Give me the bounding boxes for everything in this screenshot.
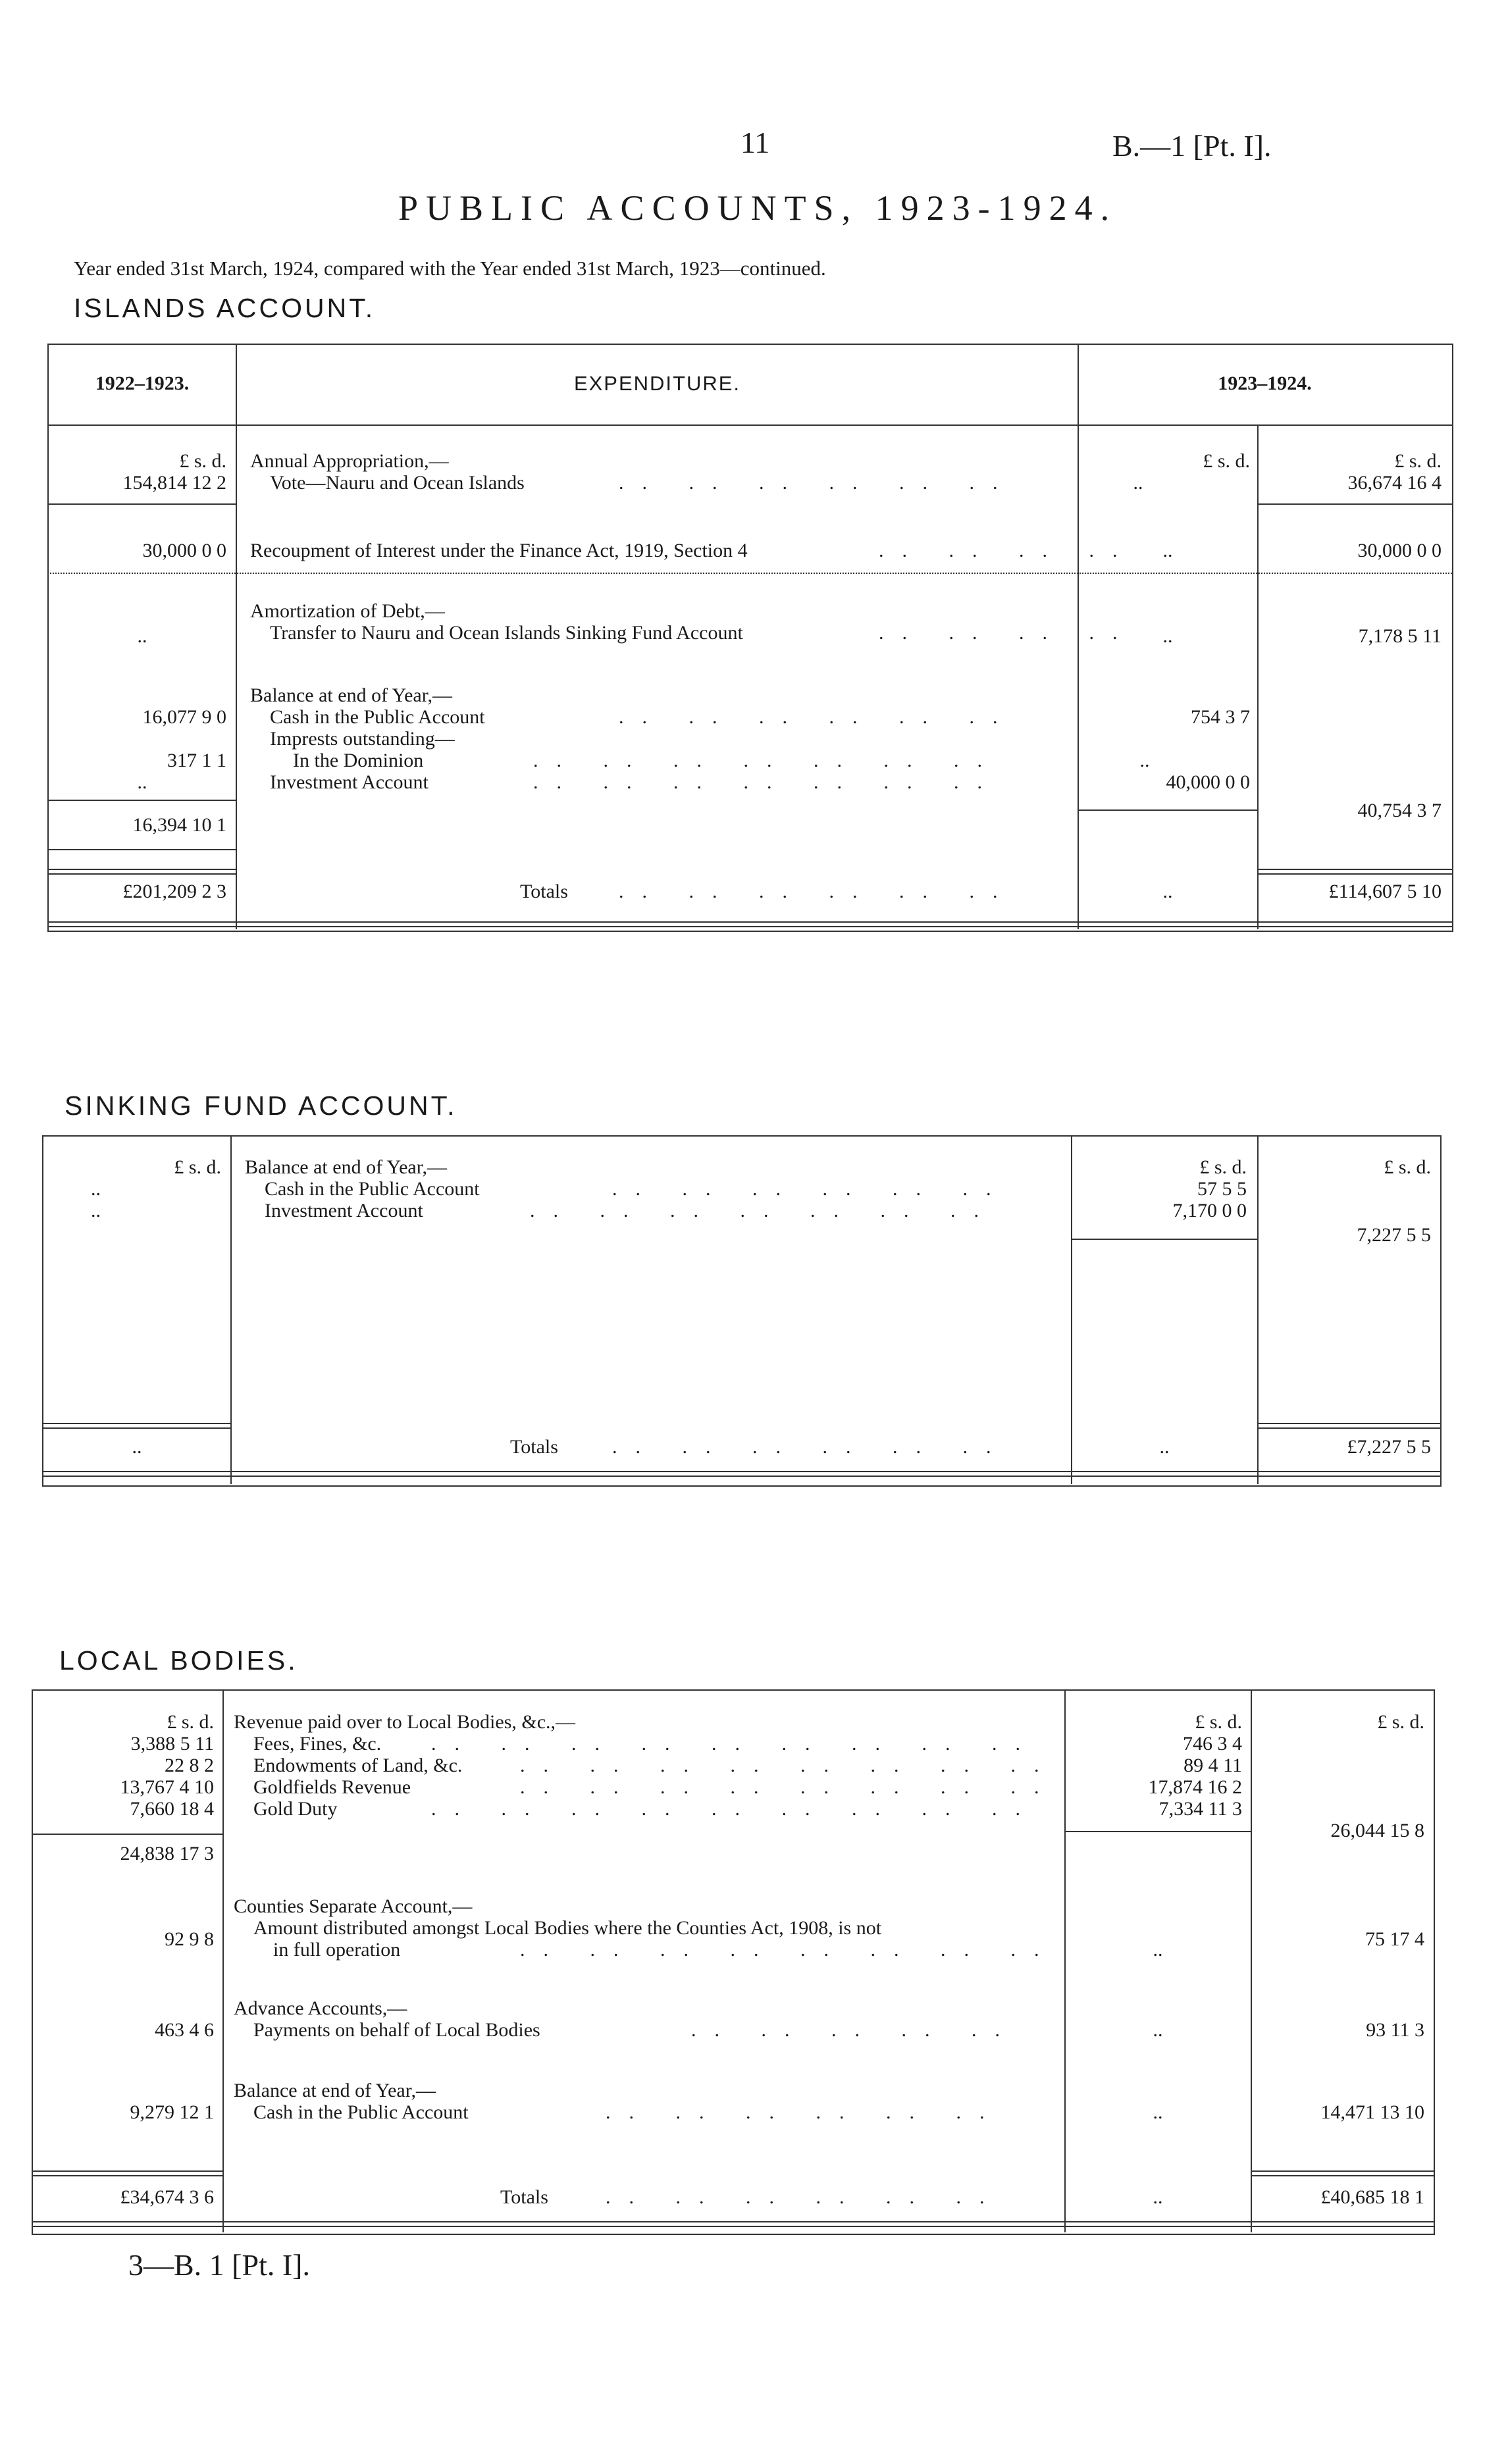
local-rev-prev-fees: 3,388 5 11: [130, 1733, 214, 1755]
leader-dots: .. .. .. .. .. .. ..: [533, 771, 1001, 793]
sinking-totals-curr-r: £7,227 5 5: [1347, 1436, 1431, 1458]
leader-dots: .. .. .. ..: [879, 622, 1136, 644]
islands-r3-curr-r: 7,178 5 11: [1358, 625, 1442, 647]
islands-r1-curr-l: ..: [1133, 472, 1143, 494]
local-counties-curr-r: 75 17 4: [1365, 1928, 1424, 1950]
local-balance-prev: 9,279 12 1: [130, 2101, 214, 2123]
sinking-prev-head: £ s. d.: [174, 1156, 221, 1178]
sinking-curr-cash: 57 5 5: [1197, 1178, 1247, 1200]
local-balance-curr-r: 14,471 13 10: [1320, 2101, 1424, 2123]
local-rev-curr-fees: 746 3 4: [1183, 1733, 1242, 1755]
local-revenue-desc: Revenue paid over to Local Bodies, &c.,—: [234, 1711, 576, 1733]
leader-dots: .. .. .. .. .. .. .. .. ..: [431, 1798, 1039, 1820]
islands-r1-curr-r: 36,674 16 4: [1347, 472, 1442, 494]
leader-dots: .. .. .. .. .. .. .. ..: [520, 1755, 1058, 1776]
sinking-totals-prev: ..: [132, 1436, 142, 1458]
page-reference: B.—1 [Pt. I].: [1112, 129, 1272, 163]
islands-r4-desc-head: Balance at end of Year,—: [250, 684, 453, 706]
islands-r3-desc: Transfer to Nauru and Ocean Islands Sinking Fund Account: [270, 622, 743, 644]
local-advances-desc-head: Advance Accounts,—: [234, 1997, 407, 2019]
leader-dots: .. .. .. .. .. ..: [619, 472, 1016, 494]
sinking-prev-cash: ..: [91, 1178, 101, 1200]
islands-head-expenditure: EXPENDITURE.: [573, 372, 741, 395]
local-counties-desc-head: Counties Separate Account,—: [234, 1895, 473, 1917]
local-prev-head: £ s. d.: [167, 1711, 214, 1733]
local-balance-curr-l: ..: [1153, 2101, 1163, 2123]
local-curr-r-head: £ s. d.: [1377, 1711, 1424, 1733]
islands-r4-desc-imprests: Imprests outstanding—: [270, 728, 455, 750]
local-rev-prev-golddutiy: 7,660 18 4: [130, 1798, 214, 1820]
islands-totals-prev: £201,209 2 3: [122, 881, 226, 902]
sinking-totals-curr-l: ..: [1159, 1436, 1170, 1458]
local-rev-desc-fees: Fees, Fines, &c.: [253, 1733, 382, 1755]
local-rev-curr-goldduty: 7,334 11 3: [1158, 1798, 1242, 1820]
local-rev-desc-endowments: Endowments of Land, &c.: [253, 1755, 463, 1776]
local-rev-prev-endowments: 22 8 2: [165, 1755, 214, 1776]
islands-curr-l-head: £ s. d.: [1203, 450, 1250, 472]
leader-dots: .. .. .. .. .. .. .. ..: [520, 1776, 1058, 1798]
local-balance-desc: Cash in the Public Account: [253, 2101, 469, 2123]
islands-r4-desc-dominion: In the Dominion: [293, 750, 424, 771]
islands-r2-curr-r: 30,000 0 0: [1357, 540, 1442, 561]
sinking-curr-investment: 7,170 0 0: [1172, 1200, 1247, 1221]
local-rev-desc-goldfields: Goldfields Revenue: [253, 1776, 411, 1798]
local-rev-prev-goldfields: 13,767 4 10: [120, 1776, 214, 1798]
sinking-curr-l-head: £ s. d.: [1199, 1156, 1247, 1178]
local-totals-curr-r: £40,685 18 1: [1320, 2186, 1424, 2208]
islands-r4-curr-dominion: ..: [1139, 750, 1150, 771]
local-counties-prev: 92 9 8: [165, 1928, 214, 1950]
leader-dots: .. .. .. .. .. .. ..: [533, 750, 1001, 771]
local-advances-curr-r: 93 11 3: [1366, 2019, 1424, 2041]
local-rev-desc-goldduty: Gold Duty: [253, 1798, 338, 1820]
leader-dots: .. .. .. .. .. ..: [619, 706, 1016, 728]
sinking-desc-cash: Cash in the Public Account: [265, 1178, 480, 1200]
page-footer: 3—B. 1 [Pt. I].: [128, 2248, 310, 2282]
local-totals-prev: £34,674 3 6: [120, 2186, 214, 2208]
leader-dots: .. .. .. .. .. ..: [612, 1436, 1010, 1458]
sinking-fund-title: SINKING FUND ACCOUNT.: [65, 1091, 457, 1121]
local-advances-curr-l: ..: [1153, 2019, 1163, 2041]
leader-dots: .. .. .. .. .. ..: [612, 1178, 1010, 1200]
islands-r2-desc: Recoupment of Interest under the Finance Act, 1919, Section 4: [250, 540, 748, 561]
sinking-totals-label: Totals: [510, 1436, 558, 1458]
local-rev-curr-endowments: 89 4 11: [1183, 1755, 1242, 1776]
islands-r2-prev: 30,000 0 0: [142, 540, 226, 561]
sinking-desc-head: Balance at end of Year,—: [245, 1156, 448, 1178]
islands-totals-curr-l: ..: [1162, 881, 1173, 902]
local-counties-desc-cont: in full operation: [273, 1939, 401, 1961]
local-totals-label: Totals: [500, 2186, 548, 2208]
islands-r4-desc-investment: Investment Account: [270, 771, 429, 793]
islands-curr-r-head: £ s. d.: [1394, 450, 1442, 472]
islands-r4-curr-investment: 40,000 0 0: [1166, 771, 1250, 793]
local-counties-curr-l: ..: [1153, 1939, 1163, 1961]
islands-r1-prev: 154,814 12 2: [122, 472, 226, 494]
local-totals-curr-l: ..: [1153, 2186, 1163, 2208]
sinking-prev-investment: ..: [91, 1200, 101, 1221]
local-balance-desc-head: Balance at end of Year,—: [234, 2080, 436, 2101]
local-advances-prev: 463 4 6: [155, 2019, 214, 2041]
islands-r3-prev: ..: [137, 625, 147, 647]
leader-dots: .. .. .. .. .. ..: [619, 881, 1016, 902]
leader-dots: .. .. .. .. ..: [691, 2019, 1018, 2041]
leader-dots: .. .. .. .. .. .. .. ..: [520, 1939, 1058, 1961]
sinking-curr-r-head: £ s. d.: [1384, 1156, 1431, 1178]
page-subtitle: Year ended 31st March, 1924, compared with the Year ended 31st March, 1923—continued.: [74, 257, 826, 280]
islands-r1-desc-head: Annual Appropriation,—: [250, 450, 449, 472]
local-rev-curr-total: 26,044 15 8: [1330, 1820, 1424, 1841]
islands-r3-curr-l: ..: [1162, 625, 1173, 647]
local-rev-curr-goldfields: 17,874 16 2: [1148, 1776, 1242, 1798]
islands-r1-desc: Vote—Nauru and Ocean Islands: [270, 472, 525, 494]
islands-r4-desc-cash: Cash in the Public Account: [270, 706, 485, 728]
local-advances-desc: Payments on behalf of Local Bodies: [253, 2019, 540, 2041]
islands-totals-label: Totals: [520, 881, 568, 902]
islands-r4-curr-cash: 754 3 7: [1191, 706, 1250, 728]
islands-r3-desc-head: Amortization of Debt,—: [250, 600, 445, 622]
leader-dots: .. .. .. ..: [879, 540, 1136, 561]
local-rev-prev-total: 24,838 17 3: [120, 1843, 214, 1864]
islands-totals-curr-r: £114,607 5 10: [1328, 881, 1442, 902]
islands-r4-prev-total: 16,394 10 1: [132, 814, 226, 836]
islands-r2-curr-l: ..: [1162, 540, 1173, 561]
sinking-curr-total: 7,227 5 5: [1357, 1224, 1431, 1246]
leader-dots: .. .. .. .. .. .. .. .. ..: [431, 1733, 1039, 1755]
islands-r4-prev-cash: 16,077 9 0: [142, 706, 226, 728]
islands-r4-prev-investment: ..: [137, 771, 147, 793]
leader-dots: .. .. .. .. .. .. ..: [530, 1200, 997, 1221]
leader-dots: .. .. .. .. .. ..: [606, 2101, 1003, 2123]
islands-r4-prev-dominion: 317 1 1: [167, 750, 226, 771]
islands-head-curr-year: 1923–1924.: [1218, 372, 1312, 394]
islands-r4-curr-total: 40,754 3 7: [1357, 800, 1442, 821]
page-title: PUBLIC ACCOUNTS, 1923-1924.: [398, 188, 1118, 228]
local-bodies-title: LOCAL BODIES.: [59, 1645, 298, 1676]
sinking-desc-investment: Investment Account: [265, 1200, 423, 1221]
islands-head-prev-year: 1922–1923.: [95, 372, 190, 394]
islands-account-title: ISLANDS ACCOUNT.: [74, 293, 376, 323]
page-number: 11: [741, 126, 770, 159]
local-counties-desc: Amount distributed amongst Local Bodies where the Counties Act, 1908, is not: [253, 1917, 882, 1939]
local-curr-l-head: £ s. d.: [1195, 1711, 1242, 1733]
leader-dots: .. .. .. .. .. ..: [606, 2186, 1003, 2208]
islands-prev-currency-head: £ s. d.: [179, 450, 226, 472]
